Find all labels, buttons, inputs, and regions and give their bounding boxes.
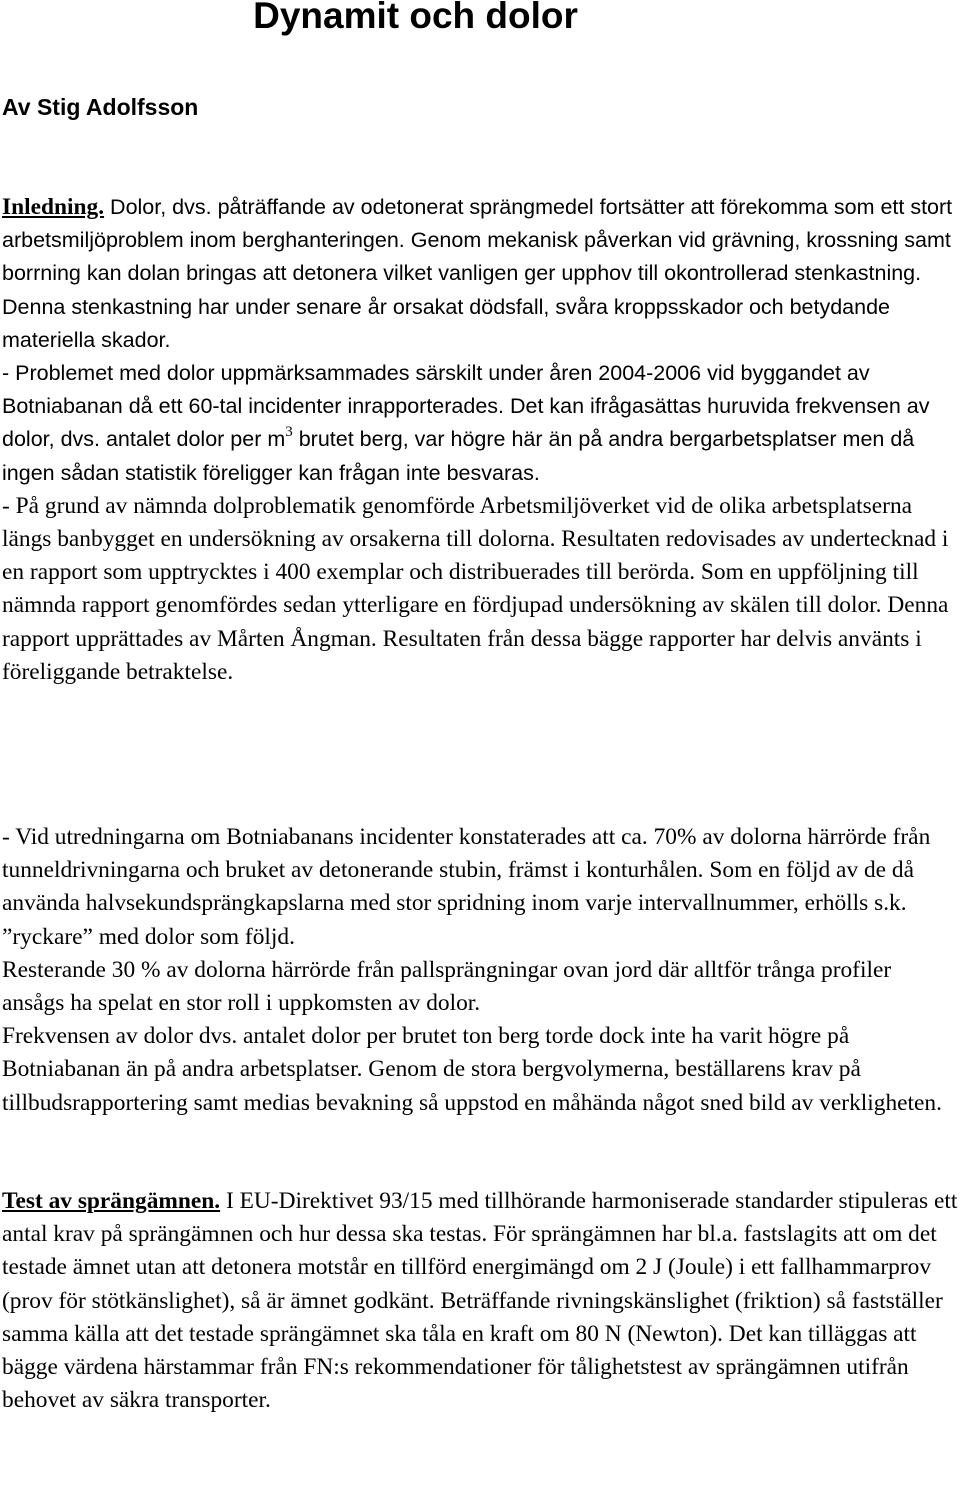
intro-paragraph-2-after: brutet berg, var högre här än på andra bergarbetsplatser men då ingen sådan statistik föreligger kan frågan inte besvaras.	[2, 427, 915, 485]
superscript-3: 3	[285, 423, 293, 440]
intro-section	[2, 191, 958, 689]
test-section	[2, 1185, 958, 1417]
findings-paragraph-3: Frekvensen av dolor dvs. antalet dolor per brutet ton berg torde dock inte ha varit högre på Botniabanan än på andra arbetsplatser. Genom de stora bergvolymerna, beställarens krav på tillbudsrapportering samt medias bevakning så uppstod en måhända något sned bild av verkligheten.	[2, 1023, 942, 1116]
findings-paragraph-1: - Vid utredningarna om Botniabanans incidenter konstaterades att ca. 70% av dolorna härrörde från tunneldrivningarna och bruket av detonerande stubin, främst i konturhålen. Som en följd av de då använda halvsekundsprängkapslarna med stor spridning inom varje intervallnummer, erhölls s.k. ”ryckare” med dolor som följd.	[2, 824, 931, 950]
test-heading: Test av sprängämnen.	[2, 1188, 221, 1214]
test-paragraph-1	[2, 1185, 958, 1417]
intro-text: Dolor, dvs. påträffande av odetonerat sprängmedel fortsätter att förekomma som ett stort arbetsmiljöproblem inom berghanteringen. Genom mekanisk påverkan vid grävning, krossning samt borrning kan dolan bringas att detonera vilket vanligen ger upphov till okontrollerad stenkastning. Denna stenkastning har under senare år orsakat dödsfall, svåra kroppsskador och betydande materiella skador.	[2, 195, 953, 352]
findings-paragraph-2: Resterande 30 % av dolorna härrörde från pallsprängningar ovan jord där alltför trånga profiler ansågs ha spelat en stor roll i uppkomsten av dolor.	[2, 956, 892, 1017]
intro-paragraph-1	[2, 191, 958, 357]
document-title: Dynamit och dolor	[253, 0, 578, 36]
intro-heading: Inledning.	[2, 194, 105, 220]
intro-paragraph-2-before: - Problemet med dolor uppmärksammades särskilt under åren 2004-2006 vid byggandet av Botniabanan då ett 60-tal incidenter inrapporterades. Det kan ifrågasättas huruvida frekvensen av dolor, dvs. antalet dolor per m	[2, 361, 930, 452]
test-text: I EU-Direktivet 93/15 med tillhörande harmoniserade standarder stipuleras ett antal krav på sprängämnen och hur dessa ska testas. För sprängämnen har bl.a. fastslagits att om det testade ämnet utan att detonera motstår en tillförd energimängd om 2 J (Joule) i ett fallhammarprov (prov för stötkänslighet), så är ämnet godkänt. Beträffande rivningskänslighet (friktion) så fastställer samma källa att det testade sprängämnet ska tåla en kraft om 80 N (Newton). Det kan tilläggas att bägge värdena härstammar från FN:s rekommendationer för tålighetstest av sprängämnen utifrån behovet av säkra transporter.	[2, 1188, 958, 1414]
intro-paragraph-3: - På grund av nämnda dolproblematik genomförde Arbetsmiljöverket vid de olika arbetsplatserna längs banbygget en undersökning av orsakerna till dolorna. Resultaten redovisades av undertecknad i en rapport som upptrycktes i 400 exemplar och distribuerades till berörda. Som en uppföljning till nämnda rapport genomfördes sedan ytterligare en fördjupad undersökning av skälen till dolor. Denna rapport upprättades av Mårten Ångman. Resultaten från dessa bägge rapporter har delvis använts i föreliggande betraktelse.	[2, 492, 949, 685]
findings-section	[2, 821, 958, 1120]
intro-paragraph-2	[2, 357, 958, 490]
author-line: Av Stig Adolfsson	[2, 94, 199, 120]
